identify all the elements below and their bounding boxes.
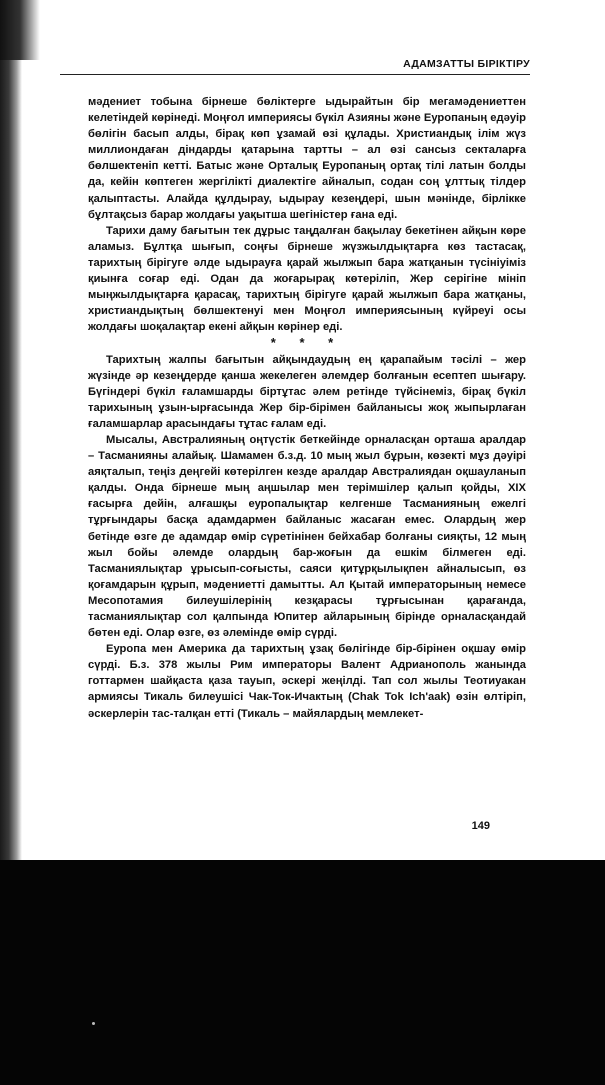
header-rule: [60, 74, 530, 75]
paragraph-2: Тарихи даму бағытын тек дұрыс таңдалған бақылау бекетінен айқын көре аламыз. Бұлтқа шығып, соңғы бірнеше жүзжылдықтарға көз тастасақ, тарихтың бірігуге әлде ыдырауға қарай жылжып бара жатқанын түсініуіміз қиынға соғар еді. Одан да жоғарырақ көтеріліп, Жер серігіне мініп мыңжылдықтарға қарасақ, тарихтың бірігуге қарай жылжып бара жатқаны, христиандықтың бөлшектенуі мен Моңғол империясының күйреуі осы жолдағы шоқалақтар екені айқын көрінер еді.: [88, 224, 526, 334]
paragraph-3: Тарихтың жалпы бағытын айқындаудың ең қарапайым тәсілі – жер жүзінде әр кезеңдерде қанша жекелеген әлемдер болғанын есептеп шығару. Бүгіндері бүкіл ғаламшарды біртұтас әлем ретінде түйсінеміз, бірақ бүкіл тарихының ұзын-ырғасында Жер бір-бірімен байланысы жоқ жыпырлаған ғаламшарлар арасындағы тұтас ғалам еді.: [88, 353, 526, 430]
paragraph-4: Мысалы, Австралияның оңтүстік беткейінде орналасқан орташа аралдар – Тасманияны алайық. Шамамен б.з.д. 10 мың жыл бұрын, көзекті мұз дәуірі аяқталып, теңіз деңгейі көтерілген кезде аралдар Австралиядан оқшауланып қалды. Онда бірнеше мың аңшылар мен терімшілер қалып қойды, XIX ғасырға дейін, алғашқы еуропалықтар келгенше Тасманияның ежелгі тұрғындары басқа адамдармен байланыс жасаған емес. Олардың жер бетінде өзге де адамдар өмір сүретінінен бейхабар болғаны сияқты, 12 мың жыл бойы әлемде олардың бар-жоғын да ешкім білмеген еді. Тасманиялықтар ұрысып-соғысты, саяси қитұрқылықпен айналысып, өз қоғамдарын құрып, мәдениетті дамытты. Ал Қытай императорының немесе Месопотамия билеушілерінің кезқарасы тұрғысынан қарағанда, тасманиялықтар сол қалпында Юпитер айларының бірінде орналасқандай бөтен еді. Олар өзге, өз әлемінде өмір сүрді.: [88, 433, 526, 640]
body-text: [88, 94, 526, 722]
binding-shadow: [0, 0, 40, 60]
scan-speck: [92, 1022, 95, 1025]
running-head: АДАМЗАТТЫ БІРІКТІРУ: [403, 58, 530, 70]
paragraph-5: Еуропа мен Америка да тарихтың ұзақ бөлігінде бір-бірінен оқшау өмір сүрді. Б.з. 378 жылы Рим императоры Валент Адрианополь жанында готтармен шайқаста қаза тауып, әскері жеңілді. Тап сол жылы Теотиуакан армиясы Тикаль билеушісі Чак-Ток-Ичактың (Chak Tok Ich'aak) өзін өлтіріп, әскерлерін тас-талқан етті (Тикаль – майялардың мемлекет-: [88, 643, 526, 720]
page-number: 149: [471, 820, 490, 832]
binding-edge: [0, 0, 22, 860]
paragraph-1: мәдениет тобына бірнеше бөліктерге ыдырайтын бір мегамәдениеттен келетіндей көрінеді. Моңғол империясы бүкіл Азияны және Еуропаның едәуір бөлігін басып алды, бірақ көп ұзамай өзі құлады. Христиандық ілім жүз миллиондаған діндарды қатарына тартты – ал өзі сансыз секталарға бөлшектеніп кетті. Батыс және Орталық Еуропаның ортақ тілі латын болды да, кейін көптеген жергілікті диалектіге айналып, содан соң ұлттық тілдер қалыптасты. Алайда құлдырау, ыдырау кезеңдері, шын мәнінде, бірлікке бұлтақсыз барар жолдағы уақытша шегіністер ғана еді.: [88, 96, 526, 221]
scan-background: [0, 860, 605, 1085]
section-separator: * * *: [270, 335, 344, 351]
